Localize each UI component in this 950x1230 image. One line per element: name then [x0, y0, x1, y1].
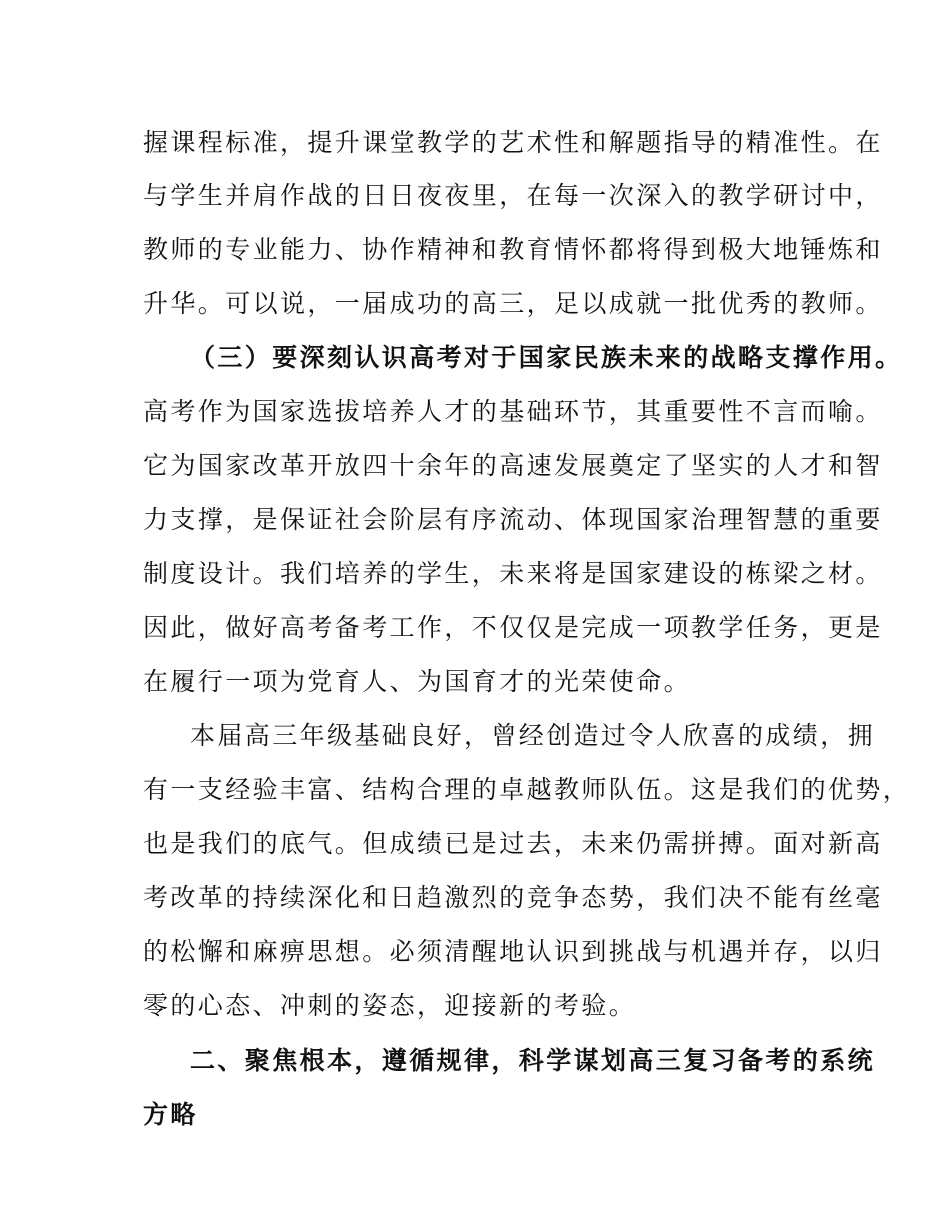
body-text-line: 也是我们的底气。但成绩已是过去，未来仍需拼搏。面对新高 — [143, 829, 883, 858]
body-text-line: 升华。可以说，一届成功的高三，足以成就一批优秀的教师。 — [143, 289, 883, 318]
body-text-line: 握课程标准，提升课堂教学的艺术性和解题指导的精准性。在 — [143, 128, 883, 157]
body-text-line: 制度设计。我们培养的学生，未来将是国家建设的栋梁之材。 — [143, 559, 883, 588]
body-text-line: 因此，做好高考备考工作，不仅仅是完成一项教学任务，更是 — [143, 613, 883, 642]
subsection-heading: （三）要深刻认识高考对于国家民族未来的战略支撑作用。 — [190, 343, 903, 372]
body-text-line: 在履行一项为党育人、为国育才的光荣使命。 — [143, 667, 692, 696]
body-text-line: 的松懈和麻痹思想。必须清醒地认识到挑战与机遇并存，以归 — [143, 937, 883, 966]
body-text-line: 教师的专业能力、协作精神和教育情怀都将得到极大地锤炼和 — [143, 235, 883, 264]
body-text-line: 零的心态、冲刺的姿态，迎接新的考验。 — [143, 991, 637, 1020]
body-text-line: 与学生并肩作战的日日夜夜里，在每一次深入的教学研讨中， — [143, 181, 883, 210]
body-text-line: 有一支经验丰富、结构合理的卓越教师队伍。这是我们的优势， — [143, 775, 911, 804]
section-heading: 方略 — [143, 1100, 198, 1129]
body-text-line: 它为国家改革开放四十余年的高速发展奠定了坚实的人才和智 — [143, 451, 883, 480]
body-text-line: 考改革的持续深化和日趋激烈的竞争态势，我们决不能有丝毫 — [143, 883, 883, 912]
body-text-line: 本届高三年级基础良好，曾经创造过令人欣喜的成绩，拥 — [190, 721, 876, 750]
section-heading: 二、聚焦根本，遵循规律，科学谋划高三复习备考的系统 — [190, 1046, 876, 1075]
body-text-line: 高考作为国家选拔培养人才的基础环节，其重要性不言而喻。 — [143, 397, 883, 426]
body-text-line: 力支撑，是保证社会阶层有序流动、体现国家治理智慧的重要 — [143, 505, 883, 534]
